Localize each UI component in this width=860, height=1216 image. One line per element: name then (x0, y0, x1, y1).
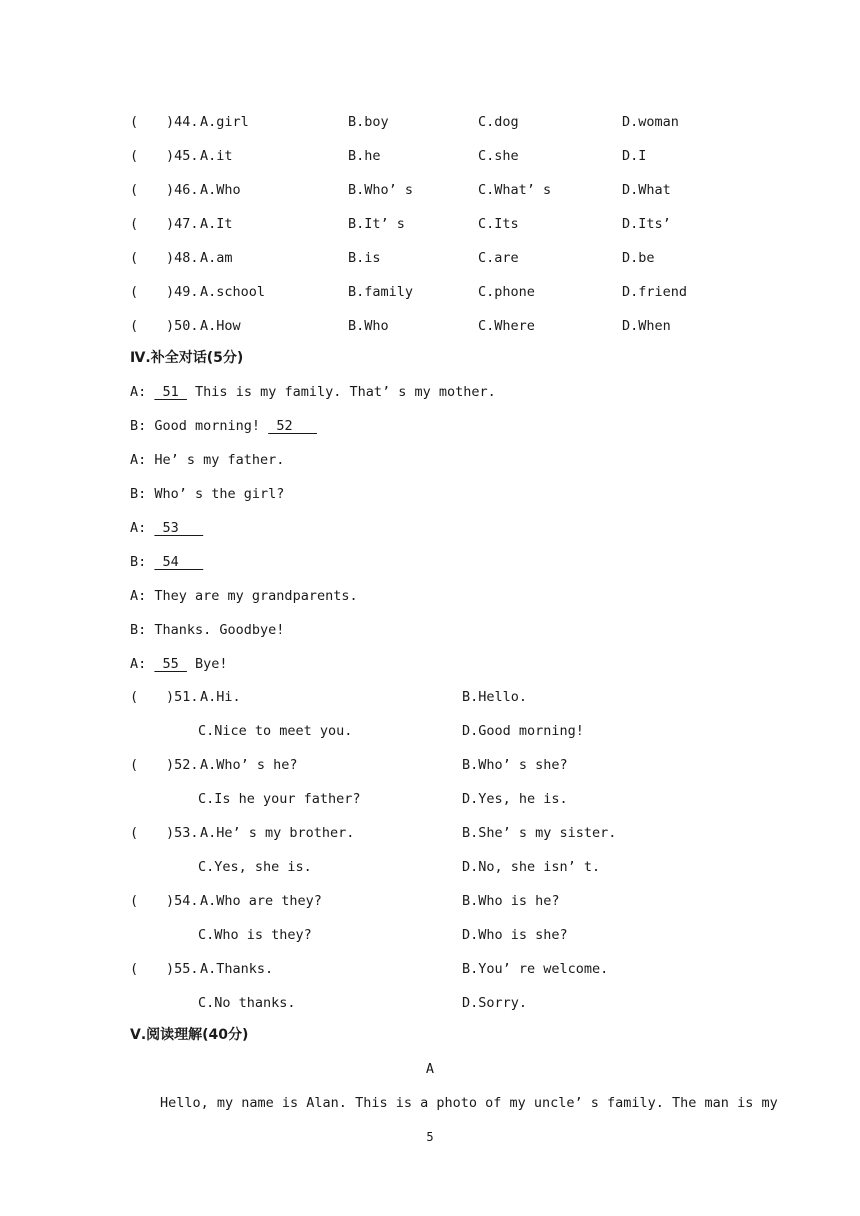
answer-blank: 52 (268, 418, 317, 434)
speaker-label: A: (130, 452, 147, 468)
dialogue-line (130, 654, 228, 674)
answer-paren: ( (130, 182, 139, 198)
option-d: D.be (622, 250, 655, 266)
option-a: A.How (200, 318, 241, 334)
answer-paren: ( (130, 961, 139, 977)
option-d: D.I (622, 148, 647, 164)
dialogue-line (130, 416, 317, 436)
speaker-label: A: (130, 384, 147, 400)
dialogue-line (130, 552, 203, 572)
dialogue-text: Bye! (186, 656, 228, 672)
option-c: C.Nice to meet you. (198, 723, 353, 739)
option-b: B.Who’ s (348, 182, 414, 198)
option-d: D.friend (622, 284, 688, 300)
answer-paren: ( (130, 148, 139, 164)
option-c: C.phone (478, 284, 535, 300)
option-a: A.Hi. (200, 689, 241, 705)
question-number: )46. (166, 182, 199, 198)
option-d: D.What (622, 182, 671, 198)
option-b: B.Who’ s she? (462, 757, 568, 773)
option-b: B.It’ s (348, 216, 405, 232)
answer-blank: 54 (154, 554, 204, 570)
option-c: C.Is he your father? (198, 791, 361, 807)
speaker-label: A: (130, 520, 147, 536)
passage-first-line: Hello, my name is Alan. This is a photo of my uncle’ s family. The man is my (160, 1095, 778, 1111)
answer-paren: ( (130, 757, 139, 773)
dialogue-line (130, 450, 284, 470)
option-b: B.is (348, 250, 381, 266)
option-d: D.No, she isn’ t. (462, 859, 601, 875)
option-b: B.She’ s my sister. (462, 825, 617, 841)
dialogue-text: He’ s my father. (146, 452, 285, 468)
option-b: B.boy (348, 114, 389, 130)
speaker-label: B: (130, 486, 147, 502)
speaker-label: B: (130, 418, 147, 434)
question-number: )50. (166, 318, 199, 334)
option-c: C.What’ s (478, 182, 552, 198)
dialogue-line (130, 620, 284, 640)
option-b: B.he (348, 148, 381, 164)
speaker-label: A: (130, 588, 147, 604)
option-a: A.Who’ s he? (200, 757, 298, 773)
passage-label: A (425, 1061, 435, 1077)
option-c: C.are (478, 250, 519, 266)
answer-paren: ( (130, 893, 139, 909)
option-c: C.Where (478, 318, 535, 334)
section-5-title: Ⅴ.阅读理解(40分) (130, 1027, 249, 1043)
answer-paren: ( (130, 250, 139, 266)
question-number: )48. (166, 250, 199, 266)
option-a: A.school (200, 284, 266, 300)
option-d: D.Its’ (622, 216, 671, 232)
dialogue-text: Who’ s the girl? (146, 486, 285, 502)
question-number: )47. (166, 216, 199, 232)
option-a: A.Thanks. (200, 961, 274, 977)
option-d: D.When (622, 318, 671, 334)
question-number: )51. (166, 689, 199, 705)
option-b: B.Who is he? (462, 893, 560, 909)
answer-blank: 53 (154, 520, 204, 536)
question-number: )54. (166, 893, 199, 909)
dialogue-line (130, 518, 203, 538)
answer-paren: ( (130, 318, 139, 334)
speaker-label: B: (130, 622, 147, 638)
answer-blank: 51 (154, 384, 187, 400)
speaker-label: B: (130, 554, 147, 570)
question-number: )45. (166, 148, 199, 164)
page-number: 5 (426, 1130, 434, 1144)
option-b: B.Hello. (462, 689, 528, 705)
question-number: )53. (166, 825, 199, 841)
question-number: )52. (166, 757, 199, 773)
option-a: A.Who (200, 182, 241, 198)
dialogue-text: They are my grandparents. (146, 588, 358, 604)
dialogue-text: Good morning! (146, 418, 269, 434)
option-d: D.Good morning! (462, 723, 584, 739)
answer-blank: 55 (154, 656, 187, 672)
option-d: D.Who is she? (462, 927, 568, 943)
option-a: A.It (200, 216, 233, 232)
question-number: )55. (166, 961, 199, 977)
answer-paren: ( (130, 284, 139, 300)
option-d: D.Sorry. (462, 995, 528, 1011)
option-c: C.No thanks. (198, 995, 296, 1011)
option-a: A.girl (200, 114, 249, 130)
option-b: B.You’ re welcome. (462, 961, 609, 977)
option-c: C.dog (478, 114, 519, 130)
answer-paren: ( (130, 216, 139, 232)
dialogue-line (130, 586, 358, 606)
answer-paren: ( (130, 114, 139, 130)
option-c: C.Who is they? (198, 927, 312, 943)
option-c: C.Yes, she is. (198, 859, 312, 875)
section-4-title: Ⅳ.补全对话(5分) (130, 350, 244, 366)
dialogue-line (130, 382, 496, 402)
dialogue-text: This is my family. That’ s my mother. (186, 384, 496, 400)
answer-paren: ( (130, 689, 139, 705)
option-d: D.Yes, he is. (462, 791, 568, 807)
question-number: )44. (166, 114, 199, 130)
answer-paren: ( (130, 825, 139, 841)
option-a: A.it (200, 148, 233, 164)
option-a: A.He’ s my brother. (200, 825, 355, 841)
option-b: B.family (348, 284, 414, 300)
option-c: C.she (478, 148, 519, 164)
option-d: D.woman (622, 114, 679, 130)
speaker-label: A: (130, 656, 147, 672)
question-number: )49. (166, 284, 199, 300)
dialogue-text: Thanks. Goodbye! (146, 622, 285, 638)
option-c: C.Its (478, 216, 519, 232)
option-a: A.am (200, 250, 233, 266)
option-b: B.Who (348, 318, 389, 334)
dialogue-line (130, 484, 284, 504)
option-a: A.Who are they? (200, 893, 322, 909)
